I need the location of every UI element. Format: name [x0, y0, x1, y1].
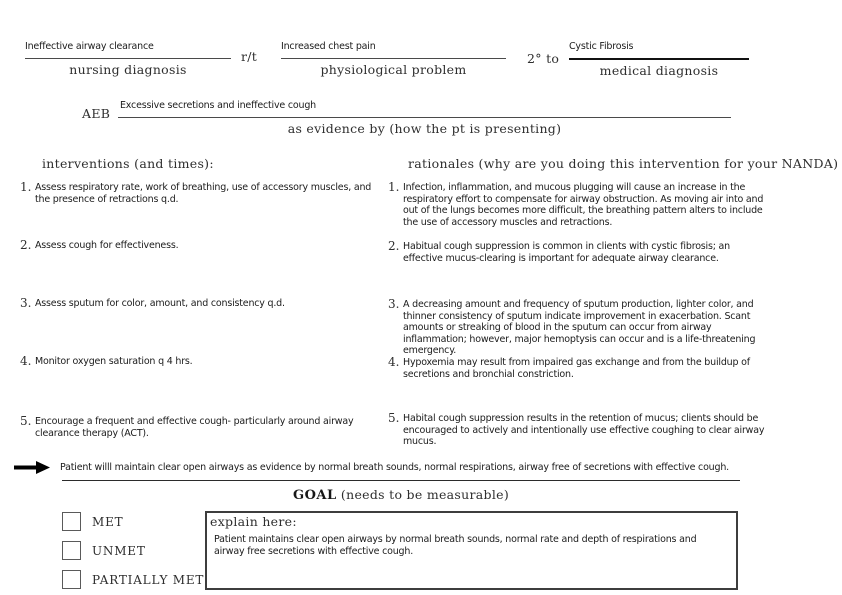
medical-diagnosis-underline: [569, 57, 749, 60]
intervention-item-2: [20, 240, 378, 252]
goal-caption-rest: (needs to be measurable): [336, 487, 509, 502]
intervention-4-text: Monitor oxygen saturation q 4 hrs.: [35, 356, 193, 367]
nursing-diagnosis-underline: [25, 57, 231, 59]
goal-statement[interactable]: Patient willl maintain clear open airways as evidence by normal breath sounds, normal respirations, airway free of secretions with effective cough.: [60, 462, 729, 473]
intervention-3-number: 3.: [20, 296, 32, 310]
goal-underline: [62, 480, 740, 481]
intervention-5-number: 5.: [20, 414, 32, 428]
explain-box[interactable]: [205, 511, 738, 590]
rationale-1-number: 1.: [388, 180, 400, 194]
rationale-2-text: Habitual cough suppression is common in clients with cystic fibrosis; an effective mucus-clearing is important for adequate airway clearance.: [403, 241, 731, 264]
rationale-2-number: 2.: [388, 239, 400, 253]
intervention-item-1: [20, 182, 378, 205]
medical-diagnosis-value[interactable]: Cystic Fibrosis: [569, 41, 634, 52]
physiological-problem-underline: [281, 57, 506, 59]
physiological-problem-label: physiological problem: [320, 61, 467, 77]
intervention-item-3: [20, 298, 378, 310]
intervention-5-text: Encourage a frequent and effective cough- particularly around airway clearance therapy (ACT).: [35, 416, 354, 439]
rationale-5-number: 5.: [388, 411, 400, 425]
unmet-row: [62, 541, 146, 560]
partially-met-label: PARTIALLY MET: [92, 572, 205, 587]
interventions-header: interventions (and times):: [42, 156, 214, 171]
unmet-checkbox[interactable]: [62, 541, 81, 560]
partially-met-row: [62, 570, 204, 589]
partially-met-checkbox[interactable]: [62, 570, 81, 589]
nursing-diagnosis-field: [25, 41, 231, 77]
rationale-5-text: Habital cough suppression results in the retention of mucus; clients should be encouraged to actively and intentionally use effective coughing to clear airway mucus.: [403, 413, 765, 448]
aeb-underline: [118, 116, 731, 118]
intervention-1-number: 1.: [20, 180, 32, 194]
met-checkbox[interactable]: [62, 512, 81, 531]
rationale-item-4: [388, 357, 766, 380]
goal-arrow-icon: [14, 459, 50, 478]
intervention-4-number: 4.: [20, 354, 32, 368]
rationale-3-text: A decreasing amount and frequency of sputum production, lighter color, and thinner consistency of sputum indicate improvement in exacerbation. Scant amounts or streaking of blood in the sputum can occur from airway inflammation; however, major hemoptysis can occur and is a life-threatening emergency.: [403, 299, 756, 357]
medical-diagnosis-field: [569, 41, 749, 78]
aeb-label: AEB: [82, 106, 111, 121]
medical-diagnosis-label: medical diagnosis: [599, 62, 719, 78]
rationale-1-text: Infection, inflammation, and mucous plugging will cause an increase in the respiratory effort to compensate for airway obstruction. As moving air into and out of the lungs becomes more difficult, the breathing pattern alters to include the use of accessory muscles and retractions.: [403, 182, 764, 228]
rationale-item-3: [388, 299, 766, 357]
explain-here-label: explain here:: [210, 514, 297, 529]
rationale-4-text: Hypoxemia may result from impaired gas exchange and from the buildup of secretions and bronchial constriction.: [403, 357, 750, 380]
nursing-diagnosis-value[interactable]: Ineffective airway clearance: [25, 41, 154, 52]
rationale-3-number: 3.: [388, 297, 400, 311]
intervention-item-5: [20, 416, 378, 439]
met-row: [62, 512, 123, 531]
physiological-problem-value[interactable]: Increased chest pain: [281, 41, 376, 52]
intervention-1-text: Assess respiratory rate, work of breathing, use of accessory muscles, and the presence of retractions q.d.: [35, 182, 372, 205]
aeb-value[interactable]: Excessive secretions and ineffective cough: [120, 100, 316, 111]
rationale-item-1: [388, 182, 766, 228]
intervention-3-text: Assess sputum for color, amount, and consistency q.d.: [35, 298, 285, 309]
intervention-2-text: Assess cough for effectiveness.: [35, 240, 179, 251]
intervention-item-4: [20, 356, 378, 368]
rationale-item-5: [388, 413, 766, 448]
unmet-label: UNMET: [92, 543, 146, 558]
rationale-item-2: [388, 241, 766, 264]
rt-label: r/t: [241, 49, 258, 64]
intervention-2-number: 2.: [20, 238, 32, 252]
explain-text[interactable]: Patient maintains clear open airways by normal breath sounds, normal rate and depth of respirations and airway free secretions with effective cough.: [214, 534, 697, 557]
aeb-field: [118, 100, 731, 136]
goal-caption: [62, 487, 740, 503]
aeb-caption: as evidence by (how the pt is presenting): [287, 120, 562, 136]
secondary-to-label: 2° to: [527, 51, 560, 66]
rationale-4-number: 4.: [388, 355, 400, 369]
met-label: MET: [92, 514, 124, 529]
physiological-problem-field: [281, 41, 506, 77]
nursing-diagnosis-label: nursing diagnosis: [69, 61, 187, 77]
rationales-header: rationales (why are you doing this intervention for your NANDA): [408, 156, 839, 171]
goal-label: GOAL: [292, 488, 337, 503]
